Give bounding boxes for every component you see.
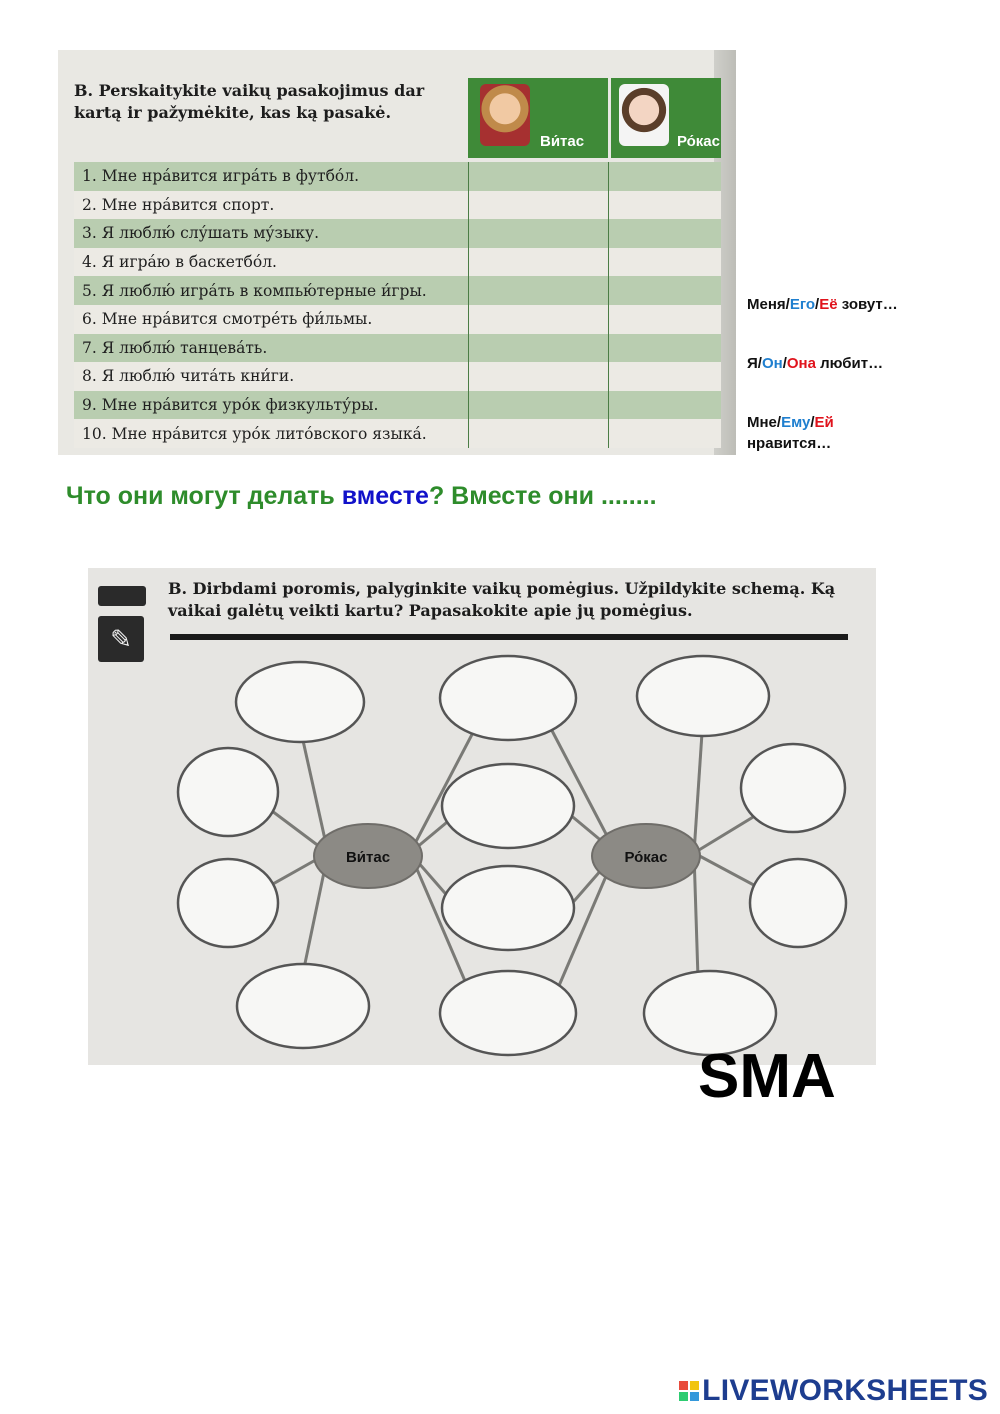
bubble — [237, 964, 369, 1048]
bubble — [750, 859, 846, 947]
logo-square — [690, 1392, 699, 1401]
center-label-rokas: Ро́кас — [624, 849, 668, 866]
hint-word: Меня — [747, 296, 786, 313]
statement-text: 3. Я люблю́ слу́шать му́зыку. — [82, 224, 320, 243]
bubble — [440, 971, 576, 1055]
bubble — [440, 656, 576, 740]
answer-cell-rokas[interactable] — [608, 334, 721, 363]
statement-row — [74, 162, 721, 191]
answer-cell-rokas[interactable] — [608, 248, 721, 277]
statement-text: 5. Я люблю́ игра́ть в компью́терные и́гры. — [82, 281, 427, 300]
pencil-icon: ✎ — [98, 616, 144, 662]
statement-row — [74, 305, 721, 334]
column-header-rokas — [611, 78, 721, 158]
column-header-vitas — [468, 78, 608, 158]
center-label-vitas: Ви́тас — [345, 849, 391, 866]
vitas-photo — [480, 84, 530, 146]
hint-name — [747, 294, 898, 315]
statement-row — [74, 362, 721, 391]
answer-cell-rokas[interactable] — [608, 219, 721, 248]
answer-cell-rokas[interactable] — [608, 162, 721, 191]
comparison-diagram-image — [88, 568, 876, 1111]
diagram-top-rule — [170, 634, 848, 640]
bubble — [442, 866, 574, 950]
hint-loves — [747, 353, 883, 374]
hint-word-he: Его — [789, 296, 816, 313]
logo-mark-icon — [679, 1381, 699, 1401]
answer-cell-vitas[interactable] — [468, 191, 608, 220]
hint-sep: / — [815, 296, 820, 313]
statement-row — [74, 276, 721, 305]
answer-cell-vitas[interactable] — [468, 391, 608, 420]
logo-square — [679, 1392, 688, 1401]
statement-row — [74, 219, 721, 248]
hint-sep: / — [757, 355, 762, 372]
together-question — [66, 482, 657, 511]
hint-word-she: Ей — [814, 414, 834, 431]
logo-square — [679, 1381, 688, 1390]
hint-tail: зовут… — [841, 296, 898, 313]
bubble — [741, 744, 845, 832]
bubble — [442, 764, 574, 848]
hint-word-he: Ему — [781, 414, 811, 431]
statement-text: 10. Мне нра́вится уро́к лито́вского языка́. — [82, 424, 427, 443]
hint-sep: / — [785, 296, 790, 313]
statement-text: 9. Мне нра́вится уро́к физкульту́ры. — [82, 396, 379, 415]
answer-cell-vitas[interactable] — [468, 162, 608, 191]
answer-cell-rokas[interactable] — [608, 305, 721, 334]
statement-row — [74, 248, 721, 277]
statement-text: 6. Мне нра́вится смотре́ть фи́льмы. — [82, 310, 373, 329]
answer-cell-vitas[interactable] — [468, 419, 608, 448]
statement-row — [74, 391, 721, 420]
question-keyword: вместе — [341, 482, 429, 510]
logo-text: LIVEWORKSHEETS — [702, 1374, 988, 1407]
statement-text: 1. Мне нра́вится игра́ть в футбо́л. — [82, 167, 360, 186]
hint-sep: / — [782, 355, 787, 372]
hint-sep: / — [810, 414, 815, 431]
answer-cell-rokas[interactable] — [608, 191, 721, 220]
hint-word-he: Он — [761, 355, 783, 372]
bubble — [178, 748, 278, 836]
statement-text: 4. Я игра́ю в баскетбо́л. — [82, 253, 277, 272]
answer-cell-rokas[interactable] — [608, 419, 721, 448]
question-part: ? Вместе они ........ — [428, 482, 657, 510]
statement-text: 2. Мне нра́вится спорт. — [82, 195, 275, 214]
answer-cell-vitas[interactable] — [468, 276, 608, 305]
statement-row — [74, 419, 721, 448]
answer-cell-vitas[interactable] — [468, 362, 608, 391]
hint-tail: любит… — [820, 355, 884, 372]
question-part: Что они могут делать — [66, 482, 335, 510]
statement-text: 7. Я люблю́ танцева́ть. — [82, 338, 268, 357]
answer-cell-vitas[interactable] — [468, 219, 608, 248]
hint-likes — [747, 412, 887, 454]
task-b-instructions: B. Perskaitykite vaikų pasakojimus dar kartą ir pažymėkite, kas ką pasakė. — [74, 81, 425, 122]
statement-table — [74, 162, 721, 448]
column-label-vitas: Ви́тас — [540, 133, 585, 150]
answer-cell-vitas[interactable] — [468, 305, 608, 334]
empty-bubbles — [178, 656, 846, 1055]
bubble — [236, 662, 364, 742]
logo-square — [690, 1381, 699, 1390]
hint-word-she: Её — [819, 296, 838, 313]
statement-row — [74, 334, 721, 363]
task-table-image — [58, 50, 736, 455]
cropped-watermark-text: SMA — [698, 1042, 836, 1111]
hint-tail: нравится… — [747, 435, 832, 452]
bubble — [637, 656, 769, 736]
bubble-diagram — [88, 568, 876, 1065]
statement-row — [74, 191, 721, 220]
hint-sep: / — [776, 414, 782, 431]
rokas-photo — [619, 84, 669, 146]
statement-text: 8. Я люблю́ чита́ть кни́ги. — [82, 367, 295, 386]
answer-cell-rokas[interactable] — [608, 391, 721, 420]
answer-cell-rokas[interactable] — [608, 362, 721, 391]
bubble — [178, 859, 278, 947]
column-label-rokas: Ро́кас — [677, 133, 720, 150]
hint-word: Мне — [747, 414, 777, 431]
answer-cell-rokas[interactable] — [608, 276, 721, 305]
diagram-task-instructions: B. Dirbdami poromis, palyginkite vaikų pomėgius. Užpildykite schemą. Ką vaikai galėtų veikti kartu? Papasakokite apie jų pomėgius. — [168, 579, 836, 620]
hint-word-she: Она — [786, 355, 816, 372]
answer-cell-vitas[interactable] — [468, 248, 608, 277]
liveworksheets-logo — [679, 1374, 988, 1408]
answer-cell-vitas[interactable] — [468, 334, 608, 363]
hint-word: Я — [747, 355, 758, 372]
